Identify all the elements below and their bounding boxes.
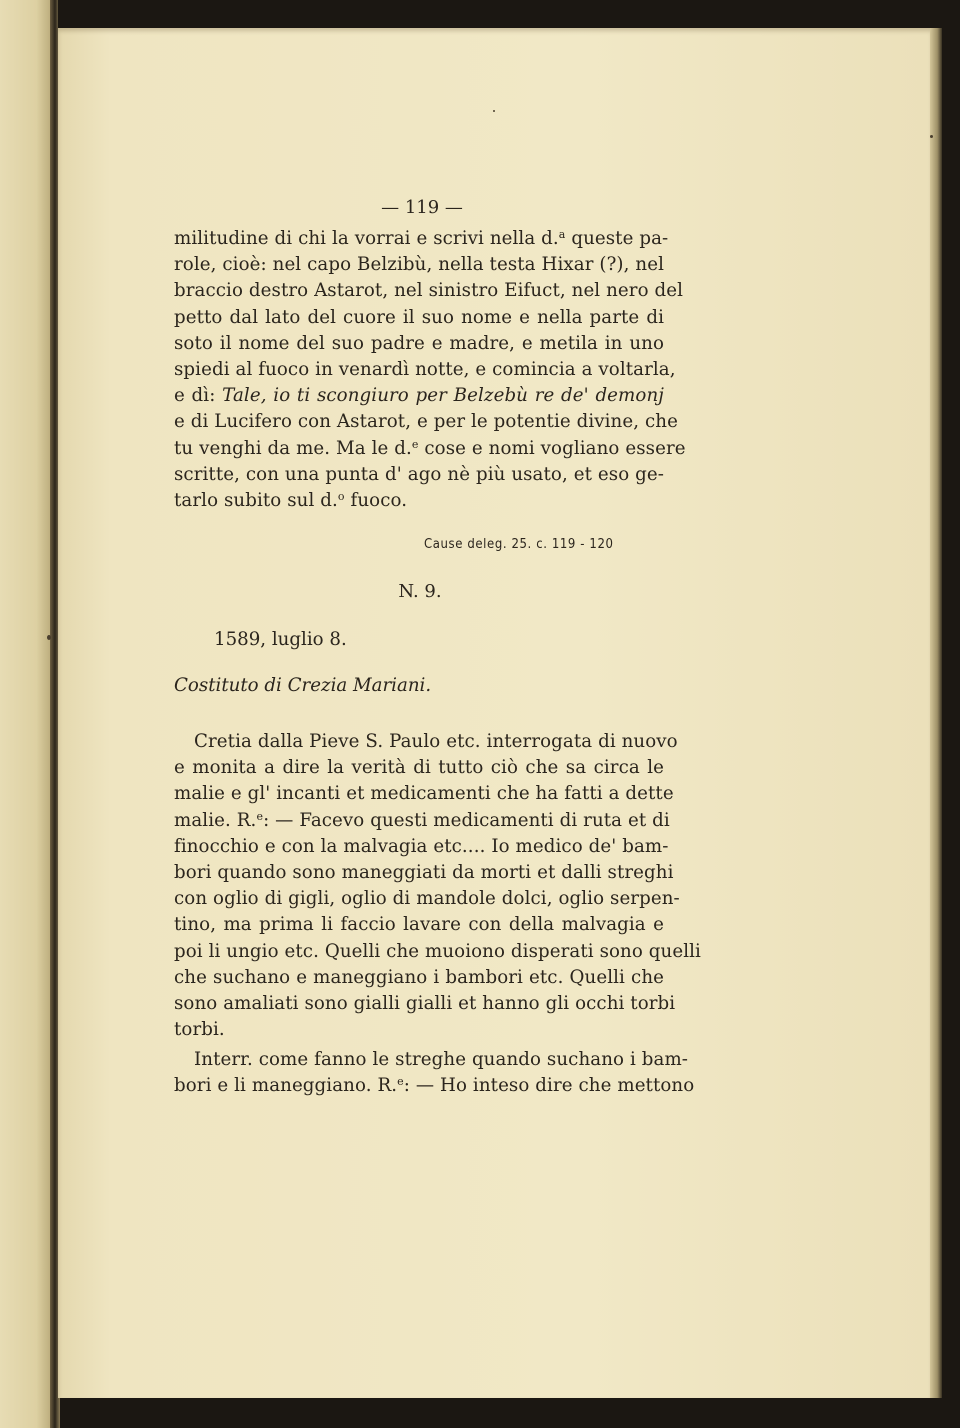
text-line: poi li ungio etc. Quelli che muoiono disperati sono quelli bbox=[174, 940, 701, 962]
text-line: malie. R.$^e$: — Facevo questi medicamenti di ruta et di bbox=[174, 809, 670, 831]
facing-page-edge bbox=[0, 0, 52, 1428]
text-line: braccio destro Astarot, nel sinistro Eifuct, nel nero del bbox=[174, 280, 684, 302]
scan-background bbox=[58, 0, 960, 30]
paragraph-2 bbox=[174, 729, 701, 1049]
text-line: scritte, con una punta d' ago nè più usato, et eso ge- bbox=[174, 463, 664, 485]
text-line: con oglio di gigli, oglio di mandole dolci, oglio serpen- bbox=[174, 888, 680, 910]
text-line: e dì: Tale, io ti scongiuro per Belzebù re de' demonj bbox=[174, 385, 664, 407]
text-line: e monita a dire la verità di tutto ciò che sa circa le bbox=[174, 757, 664, 779]
text-line: malie e gl' incanti et medicamenti che ha fatti a dette bbox=[174, 783, 674, 805]
archival-citation: Cause deleg. 25. c. 119 - 120 bbox=[424, 537, 614, 552]
text-line: torbi. bbox=[174, 1019, 225, 1041]
document-heading: Costituto di Crezia Mariani. bbox=[174, 675, 432, 696]
text-line: Interr. come fanno le streghe quando suchano i bam- bbox=[194, 1049, 689, 1070]
paragraph-1 bbox=[174, 226, 686, 516]
text-line: tu venghi da me. Ma le d.$^e$ cose e nomi vogliano essere bbox=[174, 437, 686, 459]
document-date: 1589, luglio 8. bbox=[214, 629, 347, 650]
text-line: bori e li maneggiano. R.$^e$: — Ho inteso dire che mettono bbox=[174, 1075, 695, 1097]
scan-speck bbox=[47, 635, 51, 640]
text-line: soto il nome del suo padre e madre, e metila in uno bbox=[174, 332, 664, 354]
text-line: sono amaliati sono gialli gialli et hanno gli occhi torbi bbox=[174, 993, 676, 1014]
scan-speck bbox=[930, 135, 933, 138]
paragraph-3 bbox=[174, 1047, 695, 1101]
page-number: — 119 — bbox=[381, 197, 463, 218]
text-line: finocchio e con la malvagia etc.... Io medico de' bam- bbox=[174, 835, 669, 857]
text-line: tarlo subito sul d.$^o$ fuoco. bbox=[174, 490, 408, 511]
text-line: tino, ma prima li faccio lavare con della malvagia e bbox=[174, 914, 664, 936]
text-line: e di Lucifero con Astarot, e per le potentie divine, che bbox=[174, 411, 678, 433]
text-line: bori quando sono maneggiati da morti et dalli streghi bbox=[174, 862, 674, 883]
scan-speck bbox=[493, 110, 495, 112]
text-line: role, cioè: nel capo Belzibù, nella testa Hixar (?), nel bbox=[174, 254, 664, 276]
text-line: spiedi al fuoco in venardì notte, e comincia a voltarla, bbox=[174, 359, 676, 380]
document-number: N. 9. bbox=[398, 581, 442, 602]
page-fore-edge bbox=[930, 28, 942, 1398]
text-line: che suchano e maneggiano i bambori etc. Quelli che bbox=[174, 966, 664, 988]
text-line: petto dal lato del cuore il suo nome e nella parte di bbox=[174, 306, 664, 328]
text-line: militudine di chi la vorrai e scrivi nella d.$^a$ queste pa- bbox=[174, 228, 669, 249]
text-line: Cretia dalla Pieve S. Paulo etc. interrogata di nuovo bbox=[194, 731, 678, 752]
